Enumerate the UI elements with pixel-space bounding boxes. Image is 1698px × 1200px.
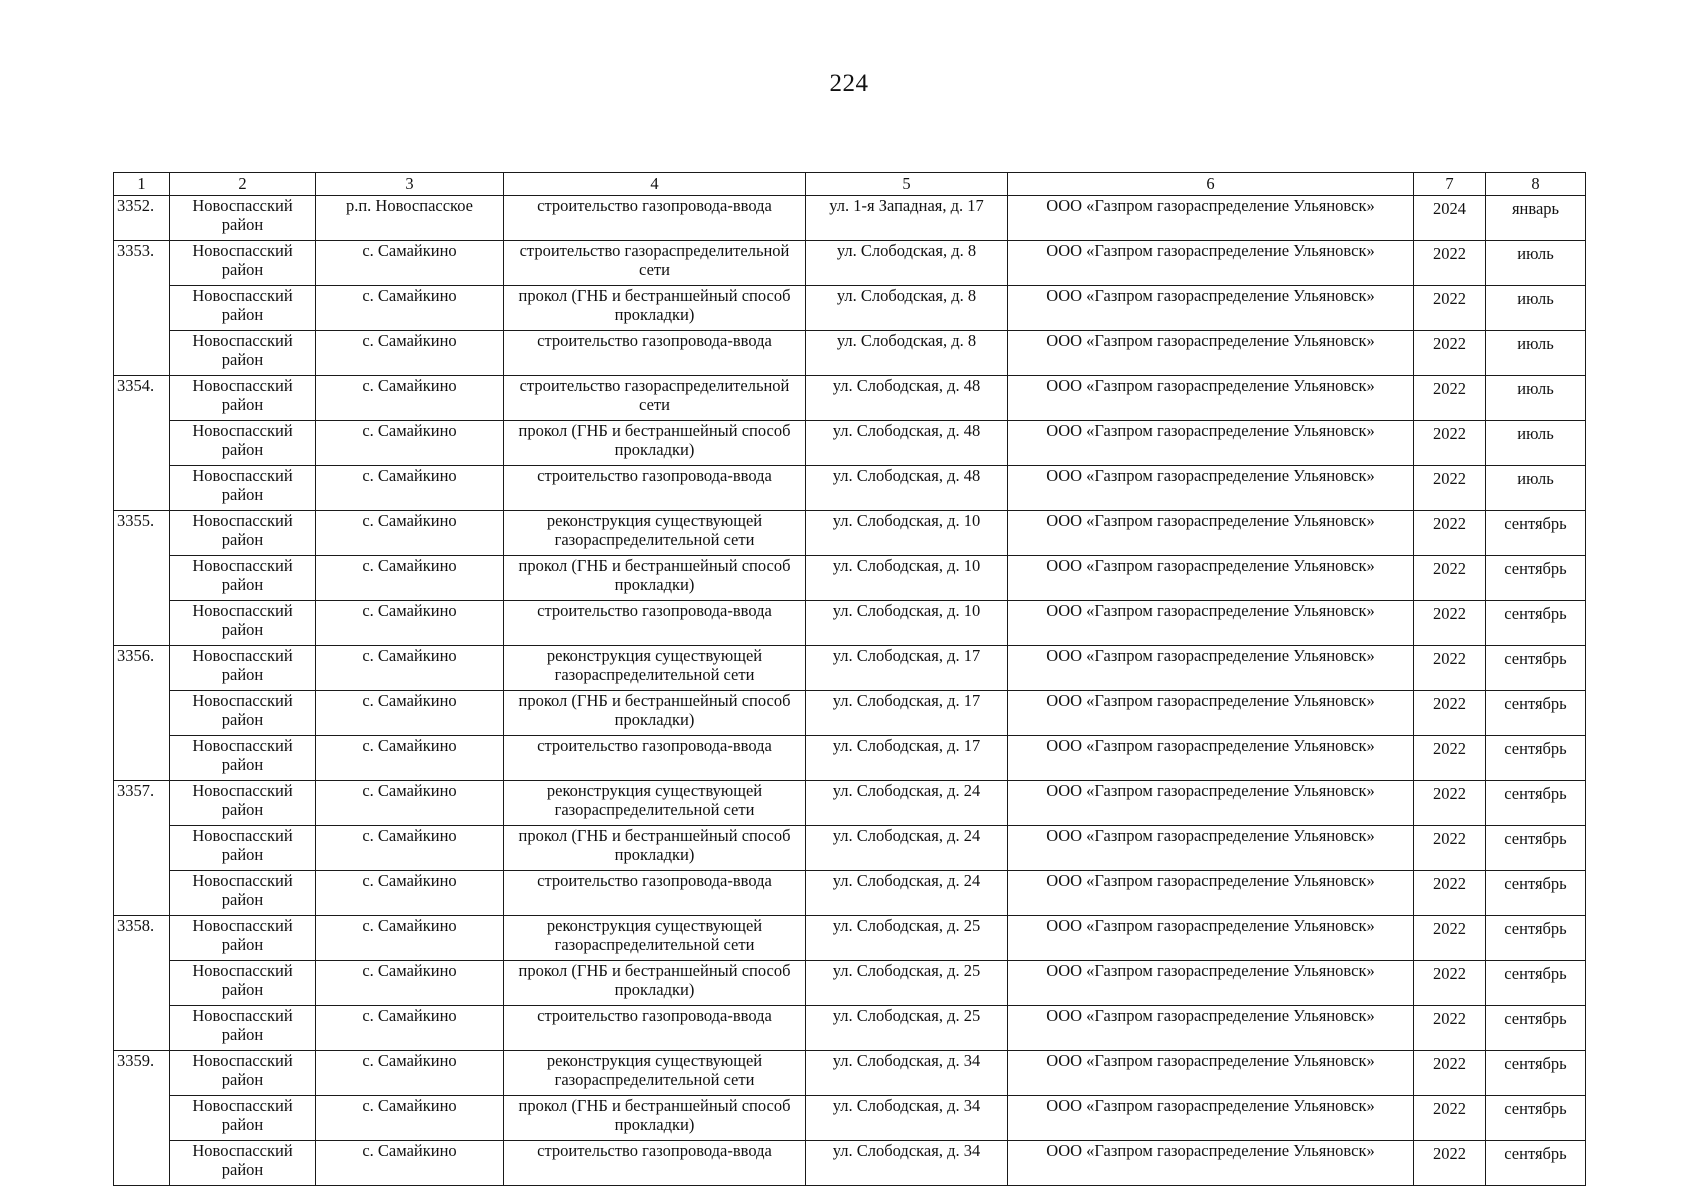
work-type-cell: строительство газопровода-ввода [504, 601, 806, 646]
column-header: 8 [1486, 173, 1586, 196]
year-cell: 2022 [1414, 781, 1486, 826]
year-cell: 2022 [1414, 241, 1486, 286]
column-header: 2 [170, 173, 316, 196]
settlement-cell: с. Самайкино [316, 961, 504, 1006]
address-cell: ул. Слободская, д. 34 [806, 1051, 1008, 1096]
organization-cell: ООО «Газпром газораспределение Ульяновск» [1008, 556, 1414, 601]
district-cell: Новоспасский район [170, 1051, 316, 1096]
table-row [114, 961, 1586, 1006]
month-cell: сентябрь [1486, 871, 1586, 916]
district-cell: Новоспасский район [170, 376, 316, 421]
address-cell: ул. Слободская, д. 48 [806, 421, 1008, 466]
address-cell: ул. Слободская, д. 17 [806, 691, 1008, 736]
table-row [114, 646, 1586, 691]
year-cell: 2022 [1414, 961, 1486, 1006]
settlement-cell: с. Самайкино [316, 871, 504, 916]
table-header [114, 173, 1586, 196]
month-cell: сентябрь [1486, 556, 1586, 601]
work-type-cell: реконструкция существующей газораспределительной сети [504, 916, 806, 961]
address-cell: ул. Слободская, д. 8 [806, 286, 1008, 331]
year-cell: 2022 [1414, 871, 1486, 916]
month-cell: сентябрь [1486, 1141, 1586, 1186]
year-cell: 2022 [1414, 376, 1486, 421]
address-cell: ул. Слободская, д. 24 [806, 826, 1008, 871]
organization-cell: ООО «Газпром газораспределение Ульяновск» [1008, 286, 1414, 331]
table-row [114, 241, 1586, 286]
year-cell: 2022 [1414, 286, 1486, 331]
district-cell: Новоспасский район [170, 1096, 316, 1141]
year-cell: 2022 [1414, 331, 1486, 376]
month-cell: сентябрь [1486, 601, 1586, 646]
table-row [114, 1051, 1586, 1096]
year-cell: 2022 [1414, 826, 1486, 871]
settlement-cell: с. Самайкино [316, 781, 504, 826]
year-cell: 2022 [1414, 1006, 1486, 1051]
table-row [114, 1006, 1586, 1051]
address-cell: ул. Слободская, д. 34 [806, 1141, 1008, 1186]
organization-cell: ООО «Газпром газораспределение Ульяновск» [1008, 871, 1414, 916]
work-type-cell: строительство газопровода-ввода [504, 1141, 806, 1186]
address-cell: ул. Слободская, д. 25 [806, 961, 1008, 1006]
month-cell: июль [1486, 466, 1586, 511]
table-row [114, 196, 1586, 241]
month-cell: июль [1486, 331, 1586, 376]
address-cell: ул. Слободская, д. 8 [806, 331, 1008, 376]
organization-cell: ООО «Газпром газораспределение Ульяновск» [1008, 691, 1414, 736]
settlement-cell: с. Самайкино [316, 376, 504, 421]
table-row [114, 331, 1586, 376]
month-cell: июль [1486, 421, 1586, 466]
address-cell: ул. Слободская, д. 48 [806, 376, 1008, 421]
year-cell: 2022 [1414, 916, 1486, 961]
year-cell: 2022 [1414, 1096, 1486, 1141]
district-cell: Новоспасский район [170, 1006, 316, 1051]
district-cell: Новоспасский район [170, 691, 316, 736]
column-header: 1 [114, 173, 170, 196]
organization-cell: ООО «Газпром газораспределение Ульяновск» [1008, 421, 1414, 466]
table-row [114, 376, 1586, 421]
settlement-cell: с. Самайкино [316, 1006, 504, 1051]
year-cell: 2022 [1414, 1051, 1486, 1096]
settlement-cell: с. Самайкино [316, 466, 504, 511]
organization-cell: ООО «Газпром газораспределение Ульяновск» [1008, 1141, 1414, 1186]
year-cell: 2022 [1414, 466, 1486, 511]
organization-cell: ООО «Газпром газораспределение Ульяновск» [1008, 961, 1414, 1006]
settlement-cell: с. Самайкино [316, 286, 504, 331]
organization-cell: ООО «Газпром газораспределение Ульяновск» [1008, 241, 1414, 286]
year-cell: 2022 [1414, 736, 1486, 781]
organization-cell: ООО «Газпром газораспределение Ульяновск» [1008, 646, 1414, 691]
year-cell: 2022 [1414, 646, 1486, 691]
table-row [114, 871, 1586, 916]
work-type-cell: прокол (ГНБ и бестраншейный способ прокладки) [504, 1096, 806, 1141]
address-cell: ул. Слободская, д. 24 [806, 871, 1008, 916]
address-cell: ул. Слободская, д. 8 [806, 241, 1008, 286]
address-cell: ул. 1-я Западная, д. 17 [806, 196, 1008, 241]
settlement-cell: с. Самайкино [316, 1051, 504, 1096]
table-row [114, 601, 1586, 646]
table-row [114, 781, 1586, 826]
address-cell: ул. Слободская, д. 24 [806, 781, 1008, 826]
settlement-cell: с. Самайкино [316, 916, 504, 961]
address-cell: ул. Слободская, д. 25 [806, 1006, 1008, 1051]
settlement-cell: с. Самайкино [316, 646, 504, 691]
organization-cell: ООО «Газпром газораспределение Ульяновск» [1008, 736, 1414, 781]
year-cell: 2022 [1414, 691, 1486, 736]
work-type-cell: реконструкция существующей газораспределительной сети [504, 1051, 806, 1096]
work-type-cell: строительство газопровода-ввода [504, 736, 806, 781]
address-cell: ул. Слободская, д. 48 [806, 466, 1008, 511]
settlement-cell: с. Самайкино [316, 1096, 504, 1141]
month-cell: сентябрь [1486, 646, 1586, 691]
table-row [114, 1141, 1586, 1186]
organization-cell: ООО «Газпром газораспределение Ульяновск» [1008, 781, 1414, 826]
month-cell: сентябрь [1486, 781, 1586, 826]
table-row [114, 286, 1586, 331]
district-cell: Новоспасский район [170, 961, 316, 1006]
work-type-cell: прокол (ГНБ и бестраншейный способ прокладки) [504, 961, 806, 1006]
settlement-cell: с. Самайкино [316, 691, 504, 736]
month-cell: июль [1486, 376, 1586, 421]
table-row [114, 916, 1586, 961]
organization-cell: ООО «Газпром газораспределение Ульяновск» [1008, 511, 1414, 556]
year-cell: 2022 [1414, 601, 1486, 646]
work-type-cell: строительство газопровода-ввода [504, 331, 806, 376]
table-row [114, 556, 1586, 601]
organization-cell: ООО «Газпром газораспределение Ульяновск» [1008, 196, 1414, 241]
district-cell: Новоспасский район [170, 736, 316, 781]
item-number-cell: 3353. [114, 241, 170, 376]
works-table [113, 172, 1586, 1186]
work-type-cell: строительство газопровода-ввода [504, 871, 806, 916]
item-number-cell: 3355. [114, 511, 170, 646]
organization-cell: ООО «Газпром газораспределение Ульяновск» [1008, 1006, 1414, 1051]
column-header: 4 [504, 173, 806, 196]
organization-cell: ООО «Газпром газораспределение Ульяновск» [1008, 916, 1414, 961]
settlement-cell: с. Самайкино [316, 601, 504, 646]
year-cell: 2022 [1414, 556, 1486, 601]
work-type-cell: строительство газораспределительной сети [504, 241, 806, 286]
district-cell: Новоспасский район [170, 331, 316, 376]
month-cell: сентябрь [1486, 511, 1586, 556]
month-cell: июль [1486, 241, 1586, 286]
settlement-cell: с. Самайкино [316, 826, 504, 871]
month-cell: сентябрь [1486, 916, 1586, 961]
address-cell: ул. Слободская, д. 34 [806, 1096, 1008, 1141]
month-cell: сентябрь [1486, 736, 1586, 781]
work-type-cell: строительство газораспределительной сети [504, 376, 806, 421]
district-cell: Новоспасский район [170, 646, 316, 691]
month-cell: сентябрь [1486, 1006, 1586, 1051]
column-header: 7 [1414, 173, 1486, 196]
item-number-cell: 3356. [114, 646, 170, 781]
month-cell: январь [1486, 196, 1586, 241]
address-cell: ул. Слободская, д. 17 [806, 646, 1008, 691]
table-row [114, 691, 1586, 736]
district-cell: Новоспасский район [170, 556, 316, 601]
item-number-cell: 3359. [114, 1051, 170, 1186]
month-cell: сентябрь [1486, 826, 1586, 871]
month-cell: июль [1486, 286, 1586, 331]
settlement-cell: с. Самайкино [316, 511, 504, 556]
district-cell: Новоспасский район [170, 1141, 316, 1186]
table-row [114, 421, 1586, 466]
month-cell: сентябрь [1486, 1096, 1586, 1141]
district-cell: Новоспасский район [170, 196, 316, 241]
address-cell: ул. Слободская, д. 25 [806, 916, 1008, 961]
header-row [114, 173, 1586, 196]
work-type-cell: прокол (ГНБ и бестраншейный способ прокладки) [504, 421, 806, 466]
item-number-cell: 3354. [114, 376, 170, 511]
settlement-cell: с. Самайкино [316, 241, 504, 286]
work-type-cell: реконструкция существующей газораспределительной сети [504, 646, 806, 691]
settlement-cell: с. Самайкино [316, 1141, 504, 1186]
address-cell: ул. Слободская, д. 10 [806, 601, 1008, 646]
work-type-cell: строительство газопровода-ввода [504, 1006, 806, 1051]
settlement-cell: с. Самайкино [316, 331, 504, 376]
work-type-cell: прокол (ГНБ и бестраншейный способ прокладки) [504, 556, 806, 601]
table-row [114, 1096, 1586, 1141]
year-cell: 2022 [1414, 421, 1486, 466]
work-type-cell: прокол (ГНБ и бестраншейный способ прокладки) [504, 826, 806, 871]
work-type-cell: строительство газопровода-ввода [504, 466, 806, 511]
table-row [114, 826, 1586, 871]
table-body [114, 196, 1586, 1186]
table-row [114, 466, 1586, 511]
work-type-cell: прокол (ГНБ и бестраншейный способ прокладки) [504, 286, 806, 331]
settlement-cell: с. Самайкино [316, 421, 504, 466]
item-number-cell: 3352. [114, 196, 170, 241]
table-row [114, 511, 1586, 556]
year-cell: 2024 [1414, 196, 1486, 241]
district-cell: Новоспасский район [170, 511, 316, 556]
item-number-cell: 3357. [114, 781, 170, 916]
organization-cell: ООО «Газпром газораспределение Ульяновск» [1008, 376, 1414, 421]
settlement-cell: с. Самайкино [316, 736, 504, 781]
organization-cell: ООО «Газпром газораспределение Ульяновск» [1008, 826, 1414, 871]
district-cell: Новоспасский район [170, 466, 316, 511]
month-cell: сентябрь [1486, 1051, 1586, 1096]
work-type-cell: прокол (ГНБ и бестраншейный способ прокладки) [504, 691, 806, 736]
district-cell: Новоспасский район [170, 871, 316, 916]
address-cell: ул. Слободская, д. 17 [806, 736, 1008, 781]
district-cell: Новоспасский район [170, 241, 316, 286]
address-cell: ул. Слободская, д. 10 [806, 556, 1008, 601]
month-cell: сентябрь [1486, 961, 1586, 1006]
district-cell: Новоспасский район [170, 601, 316, 646]
item-number-cell: 3358. [114, 916, 170, 1051]
address-cell: ул. Слободская, д. 10 [806, 511, 1008, 556]
year-cell: 2022 [1414, 511, 1486, 556]
organization-cell: ООО «Газпром газораспределение Ульяновск» [1008, 1096, 1414, 1141]
column-header: 6 [1008, 173, 1414, 196]
organization-cell: ООО «Газпром газораспределение Ульяновск» [1008, 601, 1414, 646]
district-cell: Новоспасский район [170, 421, 316, 466]
organization-cell: ООО «Газпром газораспределение Ульяновск» [1008, 331, 1414, 376]
organization-cell: ООО «Газпром газораспределение Ульяновск» [1008, 466, 1414, 511]
organization-cell: ООО «Газпром газораспределение Ульяновск» [1008, 1051, 1414, 1096]
district-cell: Новоспасский район [170, 826, 316, 871]
month-cell: сентябрь [1486, 691, 1586, 736]
column-header: 3 [316, 173, 504, 196]
column-header: 5 [806, 173, 1008, 196]
work-type-cell: реконструкция существующей газораспределительной сети [504, 511, 806, 556]
work-type-cell: строительство газопровода-ввода [504, 196, 806, 241]
settlement-cell: р.п. Новоспасское [316, 196, 504, 241]
work-type-cell: реконструкция существующей газораспределительной сети [504, 781, 806, 826]
district-cell: Новоспасский район [170, 916, 316, 961]
year-cell: 2022 [1414, 1141, 1486, 1186]
settlement-cell: с. Самайкино [316, 556, 504, 601]
page-number: 224 [829, 70, 869, 97]
district-cell: Новоспасский район [170, 286, 316, 331]
table-row [114, 736, 1586, 781]
district-cell: Новоспасский район [170, 781, 316, 826]
